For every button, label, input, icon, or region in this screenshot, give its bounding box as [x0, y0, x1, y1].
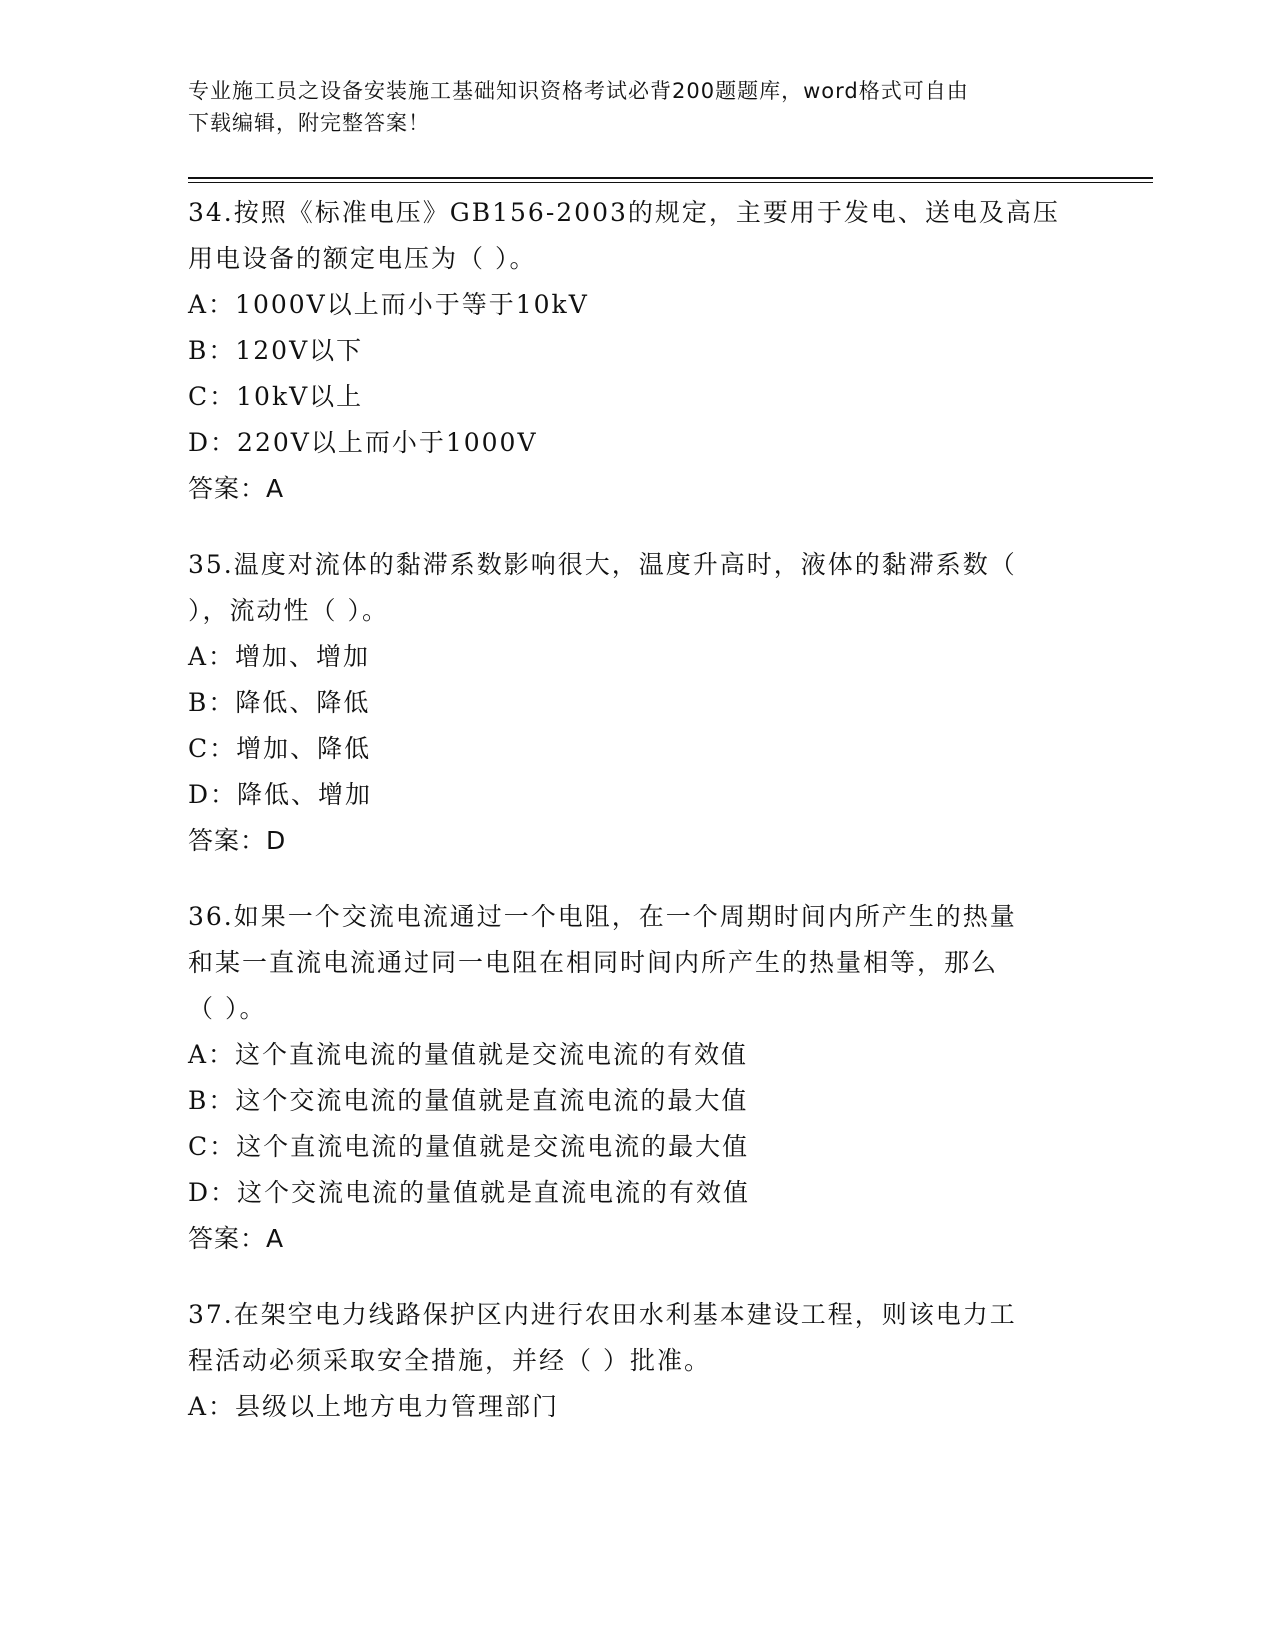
answer-option: A：1000V以上而小于等于10kV — [188, 290, 589, 319]
question-list — [188, 190, 1088, 1460]
question-stem-line: 35.温度对流体的黏滞系数影响很大，温度升高时，液体的黏滞系数（ — [188, 550, 1017, 579]
answer-option: B：降低、降低 — [188, 688, 371, 717]
answer-option: A：这个直流电流的量值就是交流电流的有效值 — [188, 1040, 749, 1069]
header-line-1: 专业施工员之设备安装施工基础知识资格考试必背200题题库，word格式可自由 — [188, 79, 969, 103]
answer-option: D：降低、增加 — [188, 780, 373, 809]
header-line-2: 下载编辑，附完整答案！ — [188, 111, 430, 135]
question-stem-line: ），流动性（ ）。 — [188, 596, 389, 625]
question-block — [188, 1292, 1088, 1430]
answer-option: D：这个交流电流的量值就是直流电流的有效值 — [188, 1178, 751, 1207]
document-header — [188, 75, 1068, 139]
question-stem-line: 36.如果一个交流电流通过一个电阻，在一个周期时间内所产生的热量 — [188, 902, 1017, 931]
question-stem-line: 34.按照《标准电压》GB156-2003的规定，主要用于发电、送电及高压 — [188, 198, 1060, 227]
answer-option: A：增加、增加 — [188, 642, 371, 671]
question-stem-line: 程活动必须采取安全措施，并经（ ）批准。 — [188, 1346, 711, 1375]
answer-key: 答案：D — [188, 826, 287, 855]
question-block — [188, 542, 1088, 864]
question-block — [188, 894, 1088, 1262]
answer-option: B：这个交流电流的量值就是直流电流的最大值 — [188, 1086, 749, 1115]
question-block — [188, 190, 1088, 512]
question-stem-line: （ ）。 — [188, 994, 267, 1023]
question-stem-line: 用电设备的额定电压为（ ）。 — [188, 244, 537, 273]
answer-option: C：这个直流电流的量值就是交流电流的最大值 — [188, 1132, 750, 1161]
question-stem-line: 37.在架空电力线路保护区内进行农田水利基本建设工程，则该电力工 — [188, 1300, 1017, 1329]
answer-option: D：220V以上而小于1000V — [188, 428, 538, 457]
answer-option: B：120V以下 — [188, 336, 364, 365]
answer-option: A：县级以上地方电力管理部门 — [188, 1392, 560, 1421]
answer-option: C：增加、降低 — [188, 734, 372, 763]
header-divider-thick — [188, 177, 1153, 179]
answer-key: 答案：A — [188, 1224, 285, 1253]
answer-option: C：10kV以上 — [188, 382, 364, 411]
question-stem-line: 和某一直流电流通过同一电阻在相同时间内所产生的热量相等，那么 — [188, 948, 999, 977]
header-divider-thin — [188, 182, 1153, 183]
answer-key: 答案：A — [188, 474, 285, 503]
